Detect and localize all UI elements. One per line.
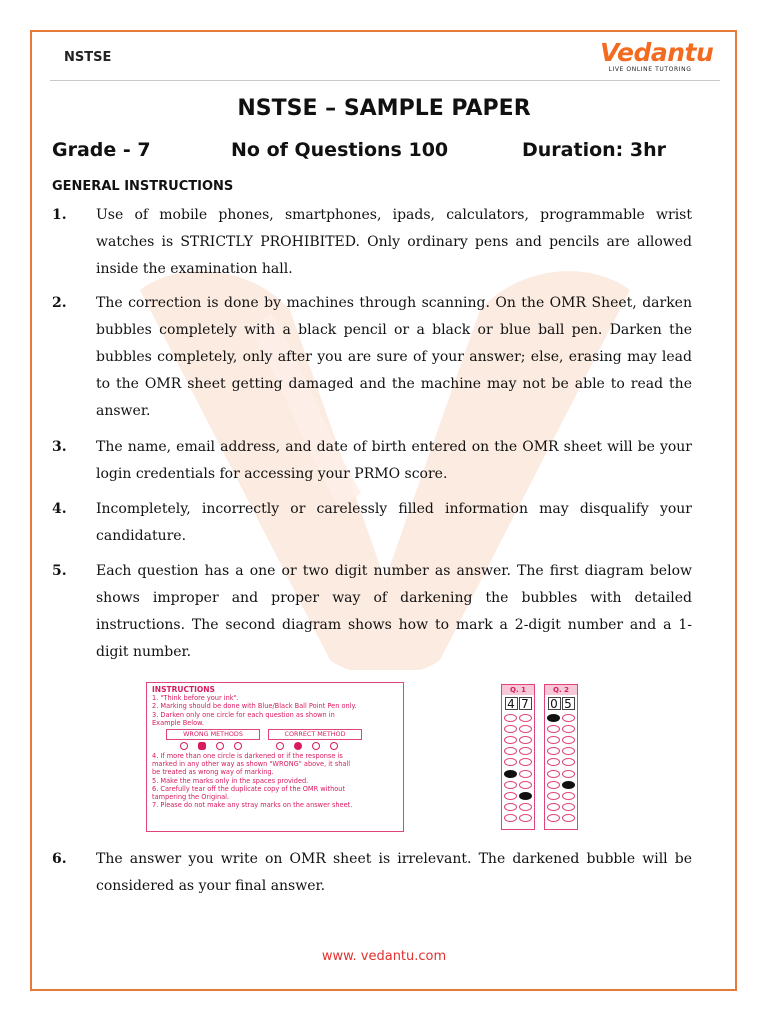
instruction-text: Each question has a one or two digit number as answer. The first diagram below shows improper and proper way of darkening the bubbles with detailed instructions. The second diagram shows how to mark a 2-digit number and a 1-digit number. [96, 563, 692, 660]
omr-instruction-line: 6. Carefully tear off the duplicate copy of the OMR without [152, 784, 346, 793]
omr-bubble [504, 781, 517, 789]
omr-instruction-line: Example Below. [152, 718, 205, 727]
omr-question-label: Q. 1 [502, 685, 534, 695]
omr-bubble [519, 736, 532, 744]
omr-sample-q1 [501, 684, 535, 830]
filled-bubble-icon [294, 742, 302, 750]
omr-bubble [547, 736, 560, 744]
scribble-mark-icon [198, 742, 206, 750]
omr-bubble [562, 803, 575, 811]
omr-digit: 5 [562, 697, 575, 710]
wrong-methods-label: WRONG METHODS [166, 729, 260, 740]
omr-bubble-filled [504, 770, 517, 778]
omr-bubble [547, 747, 560, 755]
omr-instruction-line: 4. If more than one circle is darkened or if the response is [152, 752, 343, 761]
omr-bubble [504, 736, 517, 744]
omr-bubble [504, 747, 517, 755]
omr-bubble [504, 758, 517, 766]
vedantu-logo[interactable] [600, 38, 714, 76]
questions-count-label: No of Questions 100 [231, 139, 449, 161]
header-subject-label: NSTSE [64, 50, 112, 65]
instruction-number: 3. [52, 439, 67, 455]
omr-instruction-line: 7. Please do not make any stray marks on the answer sheet. [152, 801, 353, 810]
logo-tagline: LIVE ONLINE TUTORING [608, 66, 692, 73]
omr-bubble [562, 758, 575, 766]
instruction-item [52, 496, 692, 550]
omr-bubble [504, 725, 517, 733]
omr-bubble [504, 792, 517, 800]
omr-instruction-line: be treated as wrong way of marking. [152, 768, 274, 777]
instruction-text: The name, email address, and date of birth entered on the OMR sheet will be your login credentials for accessing your PRMO score. [96, 439, 692, 482]
omr-bubble [562, 814, 575, 822]
omr-instruction-line: tampering the Original. [152, 793, 230, 802]
omr-bubble [519, 781, 532, 789]
instruction-number: 4. [52, 501, 67, 517]
marking-methods [166, 729, 398, 740]
duration-label: Duration: 3hr [522, 139, 666, 161]
omr-instruction-line: 5. Make the marks only in the spaces provided. [152, 776, 309, 785]
omr-bubble-filled [562, 781, 575, 789]
omr-bubble [562, 770, 575, 778]
instruction-number: 6. [52, 851, 67, 867]
omr-bubble [547, 792, 560, 800]
empty-bubble-icon [312, 742, 320, 750]
omr-bubble [519, 803, 532, 811]
header-divider [50, 80, 720, 81]
correct-method-label: CORRECT METHOD [268, 729, 362, 740]
omr-bubble-filled [547, 714, 560, 722]
instruction-text: The answer you write on OMR sheet is irrelevant. The darkened bubble will be considered as your final answer. [96, 851, 692, 894]
instruction-number: 2. [52, 295, 67, 311]
instruction-item [52, 290, 692, 425]
omr-digit: 7 [519, 697, 532, 710]
instruction-number: 1. [52, 207, 67, 223]
omr-digit-boxes [545, 697, 577, 710]
grade-label: Grade - 7 [52, 139, 151, 161]
instruction-text: The correction is done by machines through scanning. On the OMR Sheet, darken bubbles completely with a black pencil or a black or blue ball pen. Darken the bubbles completely, only after you are sure of your answer; else, erasing may lead to the OMR sheet getting damaged and the machine may not be able to read the answer. [96, 295, 692, 419]
omr-bubble [562, 736, 575, 744]
omr-instructions-diagram [146, 682, 404, 832]
omr-bubble [562, 725, 575, 733]
omr-bubble [547, 725, 560, 733]
empty-bubble-icon [276, 742, 284, 750]
page-title: NSTSE – SAMPLE PAPER [237, 96, 531, 121]
omr-bubble [504, 714, 517, 722]
tick-mark-icon [234, 742, 242, 750]
omr-bubble [547, 814, 560, 822]
instruction-item [52, 434, 692, 488]
omr-bubble [519, 714, 532, 722]
omr-bubble [562, 714, 575, 722]
omr-bubble [519, 725, 532, 733]
omr-bubble [547, 781, 560, 789]
omr-sample-q2 [544, 684, 578, 830]
omr-question-label: Q. 2 [545, 685, 577, 695]
instruction-number: 5. [52, 563, 67, 579]
omr-digit-boxes [502, 697, 534, 710]
cross-mark-icon [180, 742, 188, 750]
omr-bubble [547, 758, 560, 766]
omr-bubble [519, 814, 532, 822]
omr-instruction-line: marked in any other way as shown "WRONG" above, it shall [152, 760, 351, 769]
empty-bubble-icon [330, 742, 338, 750]
instruction-text: Incompletely, incorrectly or carelessly filled information may disqualify your candidature. [96, 501, 692, 544]
omr-bubble [519, 758, 532, 766]
omr-instructions-heading: INSTRUCTIONS [152, 685, 215, 694]
instruction-text: Use of mobile phones, smartphones, ipads, calculators, programmable wrist watches is STRICTLY PROHIBITED. Only ordinary pens and pencils are allowed inside the examination hall. [96, 207, 692, 277]
general-instructions-heading: GENERAL INSTRUCTIONS [52, 179, 234, 194]
omr-bubble [519, 770, 532, 778]
omr-instruction-line: 1. "Think before your ink". [152, 694, 239, 703]
dot-mark-icon [216, 742, 224, 750]
instruction-item [52, 846, 692, 900]
logo-text: Vedantu [600, 38, 714, 67]
omr-bubble [504, 814, 517, 822]
omr-bubble [519, 747, 532, 755]
marking-examples [180, 742, 398, 750]
omr-digit: 0 [548, 697, 561, 710]
omr-bubble [562, 747, 575, 755]
omr-bubble [562, 792, 575, 800]
omr-bubble [504, 803, 517, 811]
omr-bubble [547, 770, 560, 778]
omr-instruction-line: 3. Darken only one circle for each question as shown in [152, 710, 335, 719]
omr-bubble-filled [519, 792, 532, 800]
instruction-item [52, 202, 692, 283]
omr-bubble [547, 803, 560, 811]
instruction-item [52, 558, 692, 666]
footer-website-link[interactable]: www. vedantu.com [321, 949, 447, 964]
omr-digit: 4 [505, 697, 518, 710]
omr-instruction-line: 2. Marking should be done with Blue/Black Ball Point Pen only. [152, 702, 357, 711]
